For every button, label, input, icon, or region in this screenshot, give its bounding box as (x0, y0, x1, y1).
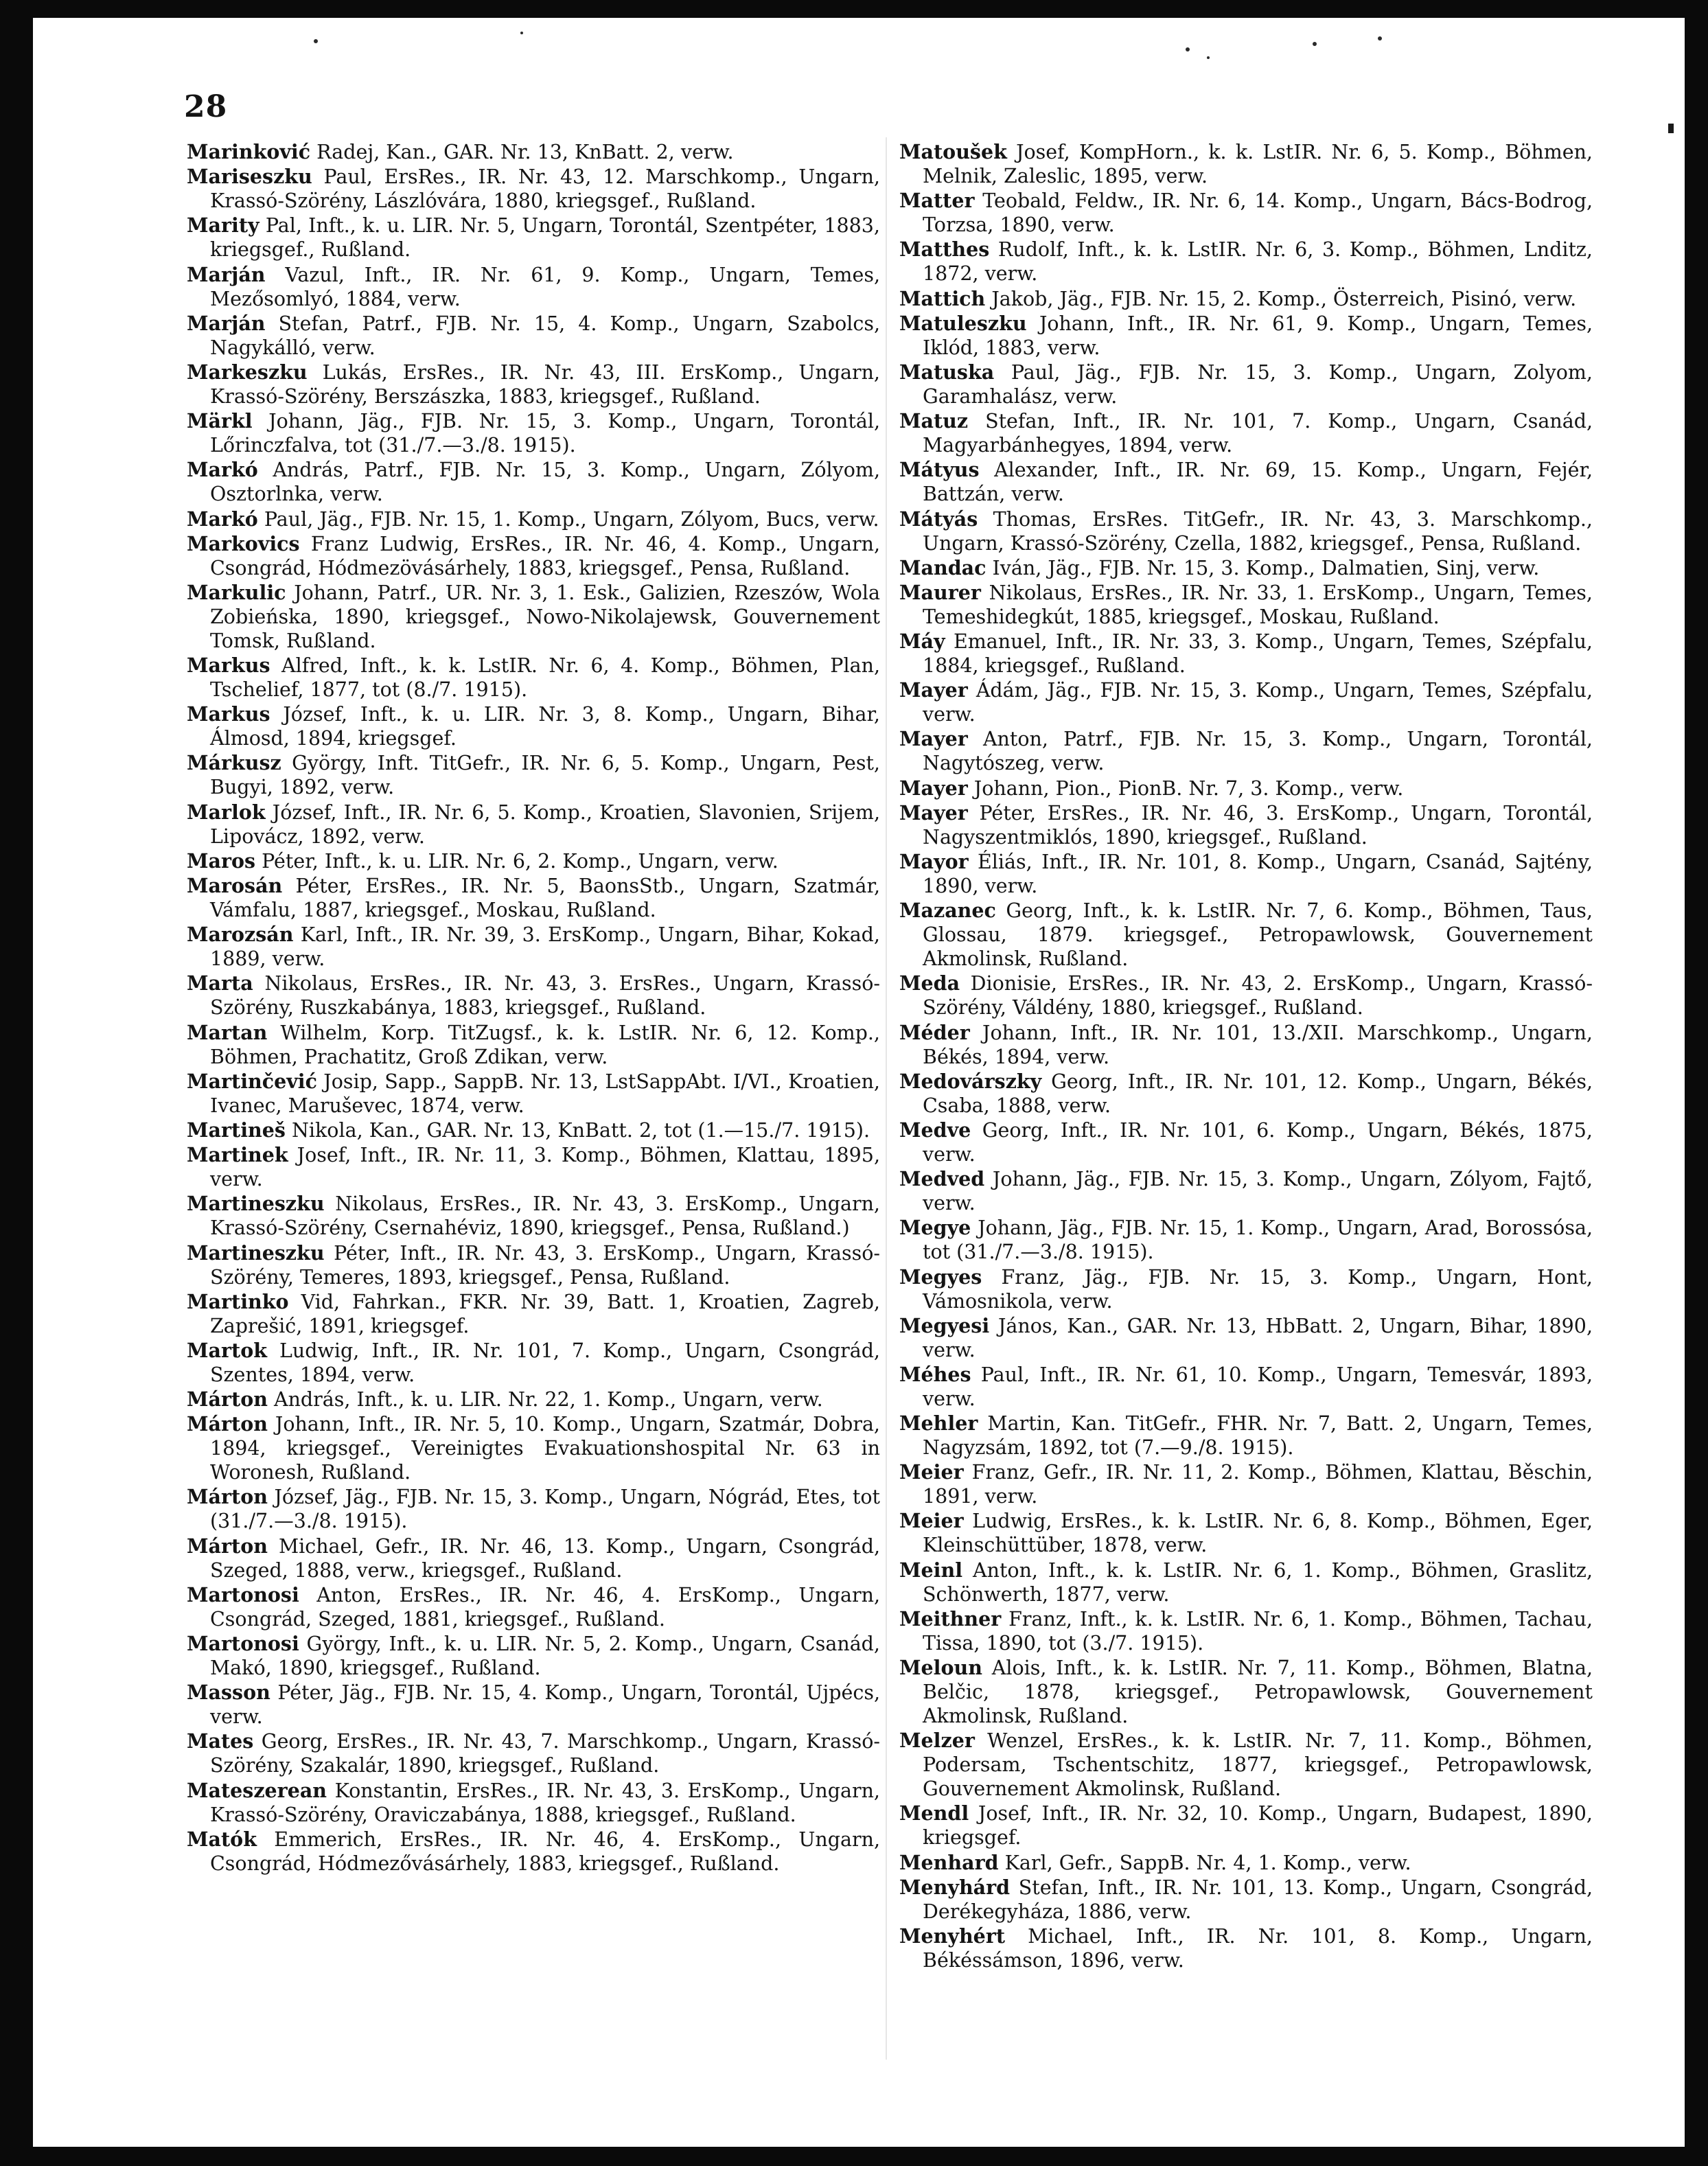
list-entry (187, 1387, 880, 1412)
entry-surname: Menhard (899, 1850, 999, 1874)
entry-details: Wilhelm, Korp. TitZugsf., k. k. LstIR. Nr. 6, 12. Komp., Böhmen, Prachatitz, Groß Zdikan, verw. (210, 1021, 880, 1068)
entry-details: Georg, ErsRes., IR. Nr. 43, 7. Marschkomp., Ungarn, Krassó-Szörény, Szakalár, 1890, kriegsgef., Rußland. (210, 1730, 881, 1777)
list-entry (899, 312, 1593, 360)
entry-surname: Mayer (899, 678, 968, 702)
list-entry (899, 678, 1593, 726)
entry-surname: Mariseszku (187, 165, 312, 189)
entry-surname: Mattich (899, 286, 986, 310)
entry-details: Nikolaus, ErsRes., IR. Nr. 43, 3. ErsKomp., Ungarn, Krassó-Szörény, Csernahéviz, 1890, kriegsgef., Pensa, Rußland.) (210, 1193, 880, 1240)
entry-details: Thomas, ErsRes. TitGefr., IR. Nr. 43, 3. Marschkomp., Ungarn, Krassó-Szörény, Czella, 1882, kriegsgef., Pensa, Rußland. (923, 507, 1593, 555)
list-entry (899, 1265, 1593, 1313)
list-entry (187, 140, 880, 164)
entry-surname: Mehler (899, 1412, 978, 1436)
list-entry (187, 654, 880, 702)
entry-surname: Mates (187, 1729, 254, 1753)
entry-surname: Mátyus (899, 458, 980, 482)
list-entry (187, 507, 880, 531)
entry-details: Johann, Jäg., FJB. Nr. 15, 1. Komp., Ungarn, Arad, Borossósa, tot (31./7.—3./8. 1915). (923, 1217, 1593, 1264)
entry-surname: Matoušek (899, 140, 1007, 163)
list-entry (187, 581, 880, 653)
entry-surname: Márton (187, 1412, 268, 1436)
entry-surname: Martineš (187, 1118, 286, 1142)
entry-details: Franz, Jäg., FJB. Nr. 15, 3. Komp., Ungarn, Hont, Vámosnikola, verw. (923, 1265, 1593, 1313)
list-entry (187, 409, 880, 457)
list-entry (187, 1485, 880, 1533)
list-entry (899, 287, 1593, 311)
entry-surname: Megyes (899, 1265, 982, 1289)
entry-surname: Mendl (899, 1801, 969, 1825)
entry-details: Nikolaus, ErsRes., IR. Nr. 33, 1. ErsKomp., Ungarn, Temes, Temeshidegkút, 1885, kriegsgef., Moskau, Rußland. (923, 581, 1593, 628)
list-entry (187, 214, 880, 262)
entry-surname: Matuska (899, 360, 995, 384)
entry-surname: Mátyás (899, 507, 978, 531)
entry-surname: Matthes (899, 238, 990, 262)
entry-surname: Márton (187, 1534, 268, 1558)
entry-surname: Menyhért (899, 1924, 1005, 1948)
entry-details: Dionisie, ErsRes., IR. Nr. 43, 2. ErsKomp., Ungarn, Krassó-Szörény, Váldény, 1880, kriegsgef., Rußland. (923, 972, 1593, 1019)
list-entry (187, 800, 880, 849)
entry-surname: Medovárszky (899, 1069, 1042, 1093)
list-entry (899, 581, 1593, 629)
entry-surname: Martinek (187, 1143, 288, 1167)
entry-details: Georg, Inft., k. k. LstIR. Nr. 7, 6. Komp., Böhmen, Taus, Glossau, 1879. kriegsgef., Petropawlowsk, Gouvernement Akmolinsk, Rußland. (923, 899, 1593, 971)
entry-details: Johann, Jäg., FJB. Nr. 15, 3. Komp., Ungarn, Torontál, Lőrinczfalva, tot (31./7.—3./8. 1915). (210, 410, 881, 457)
entry-details: Martin, Kan. TitGefr., FHR. Nr. 7, Batt. 2, Ungarn, Temes, Nagyzsám, 1892, tot (7.—9./8. 1915). (923, 1412, 1593, 1460)
entry-details: Johann, Jäg., FJB. Nr. 15, 3. Komp., Ungarn, Zólyom, Fajtő, verw. (923, 1168, 1593, 1215)
list-entry (187, 971, 880, 1019)
entry-surname: Mayer (899, 776, 968, 800)
list-entry (899, 1167, 1593, 1215)
page-number: 28 (184, 89, 228, 124)
entry-surname: Meithner (899, 1606, 1002, 1631)
entry-details: Anton, Patrf., FJB. Nr. 15, 3. Komp., Ungarn, Torontál, Nagytószeg, verw. (923, 728, 1593, 775)
list-entry (187, 1241, 880, 1289)
list-entry (899, 1801, 1593, 1850)
list-entry (187, 1583, 880, 1631)
entry-surname: Márton (187, 1387, 268, 1412)
list-entry (187, 1192, 880, 1240)
entry-surname: Medve (899, 1118, 971, 1142)
entry-surname: Martinčević (187, 1069, 317, 1093)
entry-details: Lukás, ErsRes., IR. Nr. 43, III. ErsKomp., Ungarn, Krassó-Szörény, Berszászka, 1883, kriegsgef., Rußland. (210, 360, 880, 408)
entry-surname: Márton (187, 1485, 268, 1509)
entry-details: Michael, Gefr., IR. Nr. 46, 13. Komp., Ungarn, Csongrád, Szeged, 1888, verw., kriegsgef., Rußland. (210, 1534, 881, 1582)
entry-surname: Martinko (187, 1289, 289, 1313)
entry-details: József, Inft., k. u. LIR. Nr. 3, 8. Komp., Ungarn, Bihar, Álmosd, 1894, kriegsgef. (210, 703, 880, 750)
entry-details: Emanuel, Inft., IR. Nr. 33, 3. Komp., Ungarn, Temes, Szépfalu, 1884, kriegsgef., Rußland. (923, 630, 1593, 678)
list-entry (899, 850, 1593, 898)
entry-surname: Medved (899, 1167, 985, 1191)
entry-surname: Markó (187, 458, 258, 482)
entry-details: Paul, Inft., IR. Nr. 61, 10. Komp., Ungarn, Temesvár, 1893, verw. (923, 1363, 1593, 1410)
entry-surname: Meinl (899, 1558, 963, 1582)
entry-details: Péter, Inft., k. u. LIR. Nr. 6, 2. Komp., Ungarn, verw. (262, 849, 778, 873)
entry-details: Michael, Inft., IR. Nr. 101, 8. Komp., Ungarn, Békéssámson, 1896, verw. (923, 1924, 1593, 1972)
list-entry (899, 1876, 1593, 1924)
list-entry (899, 507, 1593, 555)
entry-surname: Marosán (187, 874, 283, 897)
column-gutter (886, 137, 887, 2060)
list-entry (899, 1363, 1593, 1411)
entry-details: András, Inft., k. u. LIR. Nr. 22, 1. Komp., Ungarn, verw. (274, 1388, 823, 1412)
list-entry (187, 312, 880, 360)
list-entry (899, 1314, 1593, 1362)
list-entry (899, 1509, 1593, 1557)
entry-details: Pal, Inft., k. u. LIR. Nr. 5, Ungarn, Torontál, Szentpéter, 1883, kriegsgef., Rußland. (210, 214, 880, 262)
entry-details: Anton, ErsRes., IR. Nr. 46, 4. ErsKomp., Ungarn, Csongrád, Szeged, 1881, kriegsgef., Rußland. (210, 1583, 881, 1631)
list-entry (899, 1412, 1593, 1460)
list-entry (899, 1851, 1593, 1875)
entry-surname: Martok (187, 1338, 267, 1362)
list-entry (187, 1412, 880, 1484)
list-entry (899, 1216, 1593, 1264)
entry-details: András, Patrf., FJB. Nr. 15, 3. Komp., Ungarn, Zólyom, Osztorlnka, verw. (210, 459, 880, 506)
entry-details: Péter, Jäg., FJB. Nr. 15, 4. Komp., Ungarn, Torontál, Ujpécs, verw. (210, 1681, 881, 1729)
entry-details: Stefan, Patrf., FJB. Nr. 15, 4. Komp., Ungarn, Szabolcs, Nagykálló, verw. (210, 312, 881, 359)
list-entry (187, 1290, 880, 1338)
entry-details: Paul, Jäg., FJB. Nr. 15, 1. Komp., Ungarn, Zólyom, Bucs, verw. (264, 507, 879, 531)
list-entry (899, 727, 1593, 775)
entry-surname: Mateszerean (187, 1778, 327, 1802)
entry-surname: Maros (187, 849, 256, 873)
list-entry (899, 776, 1593, 800)
entry-details: Paul, Jäg., FJB. Nr. 15, 3. Komp., Ungarn, Zolyom, Garamhalász, verw. (923, 360, 1593, 408)
entry-surname: Mayor (899, 850, 969, 873)
entry-surname: Matter (899, 189, 975, 213)
list-entry (899, 1558, 1593, 1606)
entry-details: Radej, Kan., GAR. Nr. 13, KnBatt. 2, verw. (316, 141, 734, 163)
entry-details: Paul, ErsRes., IR. Nr. 43, 12. Marschkomp., Ungarn, Krassó-Szörény, Lászlóvára, 1880, kriegsgef., Rußland. (210, 165, 880, 213)
entry-details: Rudolf, Inft., k. k. LstIR. Nr. 6, 3. Komp., Böhmen, Lnditz, 1872, verw. (923, 238, 1593, 286)
entry-details: Emmerich, ErsRes., IR. Nr. 46, 4. ErsKomp., Ungarn, Csongrád, Hódmezővásárhely, 1883, kriegsgef., Rußland. (210, 1828, 880, 1875)
list-entry (899, 140, 1593, 188)
entry-details: Stefan, Inft., IR. Nr. 101, 7. Komp., Ungarn, Csanád, Magyarbánhegyes, 1894, verw. (923, 410, 1593, 457)
entry-surname: Meier (899, 1460, 964, 1484)
right-column (899, 140, 1593, 1973)
entry-surname: Masson (187, 1681, 270, 1705)
entry-details: Franz, Gefr., IR. Nr. 11, 2. Komp., Böhmen, Klattau, Běschin, 1891, verw. (923, 1461, 1593, 1508)
entry-details: Iván, Jäg., FJB. Nr. 15, 3. Komp., Dalmatien, Sinj, verw. (992, 556, 1540, 579)
entry-surname: Martineszku (187, 1192, 325, 1216)
list-entry (899, 1021, 1593, 1069)
list-entry (187, 923, 880, 971)
entry-surname: Matók (187, 1827, 257, 1851)
list-entry (187, 360, 880, 408)
entry-surname: Markulic (187, 580, 286, 604)
entry-surname: Meier (899, 1509, 964, 1533)
entry-surname: Marlok (187, 800, 266, 824)
entry-details: Ludwig, ErsRes., k. k. LstIR. Nr. 6, 8. Komp., Böhmen, Eger, Kleinschüttüber, 1878, verw. (923, 1510, 1593, 1557)
entry-surname: Marozsán (187, 923, 294, 947)
list-entry (899, 630, 1593, 678)
list-entry (187, 1143, 880, 1191)
entry-surname: Meda (899, 971, 960, 995)
list-entry (899, 1460, 1593, 1508)
entry-details: Éliás, Inft., IR. Nr. 101, 8. Komp., Ungarn, Csanád, Sajtény, 1890, verw. (923, 851, 1593, 897)
list-entry (187, 874, 880, 922)
entry-surname: Melzer (899, 1729, 975, 1753)
list-entry (899, 360, 1593, 408)
entry-surname: Martan (187, 1020, 268, 1044)
entry-details: György, Inft., k. u. LIR. Nr. 5, 2. Komp., Ungarn, Csanád, Makó, 1890, kriegsgef., Rußland. (210, 1633, 880, 1679)
list-entry (187, 1021, 880, 1069)
list-entry (899, 1924, 1593, 1972)
list-entry (899, 899, 1593, 971)
entry-surname: Markó (187, 507, 258, 531)
entry-surname: Megye (899, 1216, 971, 1240)
entry-surname: Marinković (187, 140, 311, 163)
left-column (187, 140, 880, 1876)
entry-details: Anton, Inft., k. k. LstIR. Nr. 6, 1. Komp., Böhmen, Graslitz, Schönwerth, 1877, verw. (923, 1558, 1593, 1606)
entry-details: Jakob, Jäg., FJB. Nr. 15, 2. Komp., Österreich, Pisinó, verw. (991, 287, 1577, 310)
entry-details: József, Jäg., FJB. Nr. 15, 3. Komp., Ungarn, Nógrád, Etes, tot (31./7.—3./8. 1915). (210, 1486, 880, 1533)
list-entry (187, 1070, 880, 1118)
list-entry (187, 1339, 880, 1387)
list-entry (187, 1779, 880, 1827)
entry-details: Nikola, Kan., GAR. Nr. 13, KnBatt. 2, tot (1.—15./7. 1915). (291, 1118, 870, 1142)
entry-details: Georg, Inft., IR. Nr. 101, 12. Komp., Ungarn, Békés, Csaba, 1888, verw. (923, 1070, 1593, 1117)
entry-details: Johann, Patrf., UR. Nr. 3, 1. Esk., Galizien, Rzeszów, Wola Zobieńska, 1890, kriegsgef., Nowo-Nikolajewsk, Gouvernement Tomsk, Rußland. (210, 581, 880, 652)
list-entry (187, 702, 880, 750)
list-entry (187, 751, 880, 799)
entry-details: Karl, Inft., IR. Nr. 39, 3. ErsKomp., Ungarn, Bihar, Kokad, 1889, verw. (210, 923, 880, 971)
list-entry (187, 1729, 880, 1777)
entry-details: Konstantin, ErsRes., IR. Nr. 43, 3. ErsKomp., Ungarn, Krassó-Szörény, Oraviczabánya, 1888, kriegsgef., Rußland. (210, 1779, 880, 1826)
entry-details: Alois, Inft., k. k. LstIR. Nr. 7, 11. Komp., Böhmen, Blatna, Belčic, 1878, kriegsgef., Petropawlowsk, Gouvernement Akmolinsk, Rußland. (923, 1657, 1593, 1727)
list-entry (899, 238, 1593, 286)
list-entry (899, 1729, 1593, 1801)
list-entry (899, 801, 1593, 849)
entry-surname: Mayer (899, 800, 968, 825)
list-entry (187, 1681, 880, 1729)
entry-surname: Márkusz (187, 751, 281, 775)
entry-details: Stefan, Inft., IR. Nr. 101, 13. Komp., Ungarn, Csongrád, Derékegyháza, 1886, verw. (923, 1876, 1593, 1923)
entry-surname: Märkl (187, 409, 253, 433)
entry-details: Josip, Sapp., SappB. Nr. 13, LstSappAbt. I/VI., Kroatien, Ivanec, Maruševec, 1874, verw. (210, 1070, 880, 1117)
entry-details: Josef, KompHorn., k. k. LstIR. Nr. 6, 5. Komp., Böhmen, Melnik, Zaleslic, 1895, verw. (923, 141, 1593, 187)
entry-surname: Martonosi (187, 1582, 299, 1606)
entry-details: Georg, Inft., IR. Nr. 101, 6. Komp., Ungarn, Békés, 1875, verw. (923, 1118, 1593, 1166)
entry-details: Franz, Inft., k. k. LstIR. Nr. 6, 1. Komp., Böhmen, Tachau, Tissa, 1890, tot (3./7. 1915). (923, 1607, 1593, 1655)
entry-surname: Menyhárd (899, 1875, 1011, 1899)
entry-surname: Markovics (187, 531, 300, 555)
entry-details: József, Inft., IR. Nr. 6, 5. Komp., Kroatien, Slavonien, Srijem, Lipovácz, 1892, verw. (210, 800, 881, 848)
entry-details: Johann, Inft., IR. Nr. 61, 9. Komp., Ungarn, Temes, Iklód, 1883, verw. (923, 312, 1593, 359)
list-entry (187, 1632, 880, 1680)
list-entry (187, 1828, 880, 1876)
entry-details: Péter, ErsRes., IR. Nr. 5, BaonsStb., Ungarn, Szatmár, Vámfalu, 1887, kriegsgef., Moskau, Rußland. (210, 875, 881, 921)
list-entry (899, 1607, 1593, 1655)
entry-surname: Maurer (899, 580, 981, 604)
entry-details: Alfred, Inft., k. k. LstIR. Nr. 6, 4. Komp., Böhmen, Plan, Tschelief, 1877, tot (8./7. 1915). (210, 654, 881, 702)
list-entry (899, 971, 1593, 1019)
list-entry (187, 1534, 880, 1582)
entry-details: Péter, ErsRes., IR. Nr. 46, 3. ErsKomp., Ungarn, Torontál, Nagyszentmiklós, 1890, kriegsgef., Rußland. (923, 801, 1593, 849)
entry-details: János, Kan., GAR. Nr. 13, HbBatt. 2, Ungarn, Bihar, 1890, verw. (923, 1314, 1593, 1361)
entry-details: Josef, Inft., IR. Nr. 32, 10. Komp., Ungarn, Budapest, 1890, kriegsgef. (923, 1802, 1593, 1850)
entry-details: Vid, Fahrkan., FKR. Nr. 39, Batt. 1, Kroatien, Zagreb, Zaprešić, 1891, kriegsgef. (210, 1290, 880, 1337)
list-entry (899, 1656, 1593, 1728)
entry-details: Josef, Inft., IR. Nr. 11, 3. Komp., Böhmen, Klattau, 1895, verw. (210, 1144, 880, 1191)
entry-details: Péter, Inft., IR. Nr. 43, 3. ErsKomp., Ungarn, Krassó-Szörény, Temeres, 1893, kriegsgef., Pensa, Rußland. (210, 1241, 881, 1289)
entry-surname: Martonosi (187, 1632, 299, 1655)
entry-details: Johann, Inft., IR. Nr. 101, 13./XII. Marschkomp., Ungarn, Békés, 1894, verw. (923, 1021, 1593, 1068)
entry-details: Wenzel, ErsRes., k. k. LstIR. Nr. 7, 11. Komp., Böhmen, Podersam, Tschentschitz, 1877, kriegsgef., Petropawlowsk, Gouvernement Akmolinsk, Rußland. (923, 1729, 1593, 1801)
entry-surname: Markeszku (187, 360, 308, 384)
entry-details: Vazul, Inft., IR. Nr. 61, 9. Komp., Ungarn, Temes, Mezősomlyó, 1884, verw. (210, 263, 881, 310)
entry-details: Karl, Gefr., SappB. Nr. 4, 1. Komp., verw. (1004, 1851, 1411, 1874)
entry-details: Alexander, Inft., IR. Nr. 69, 15. Komp., Ungarn, Fejér, Battzán, verw. (923, 459, 1593, 506)
list-entry (899, 1070, 1593, 1118)
entry-details: György, Inft. TitGefr., IR. Nr. 6, 5. Komp., Ungarn, Pest, Bugyi, 1892, verw. (210, 752, 880, 799)
entry-details: Johann, Pion., PionB. Nr. 7, 3. Komp., verw. (973, 776, 1404, 800)
list-entry (899, 556, 1593, 580)
list-entry (899, 409, 1593, 457)
list-entry (899, 458, 1593, 506)
entry-details: Johann, Inft., IR. Nr. 5, 10. Komp., Ungarn, Szatmár, Dobra, 1894, kriegsgef., Vereinigtes Evakuationshospital Nr. 63 in Woronesh, Rußland. (210, 1413, 880, 1484)
entry-details: Nikolaus, ErsRes., IR. Nr. 43, 3. ErsRes., Ungarn, Krassó-Szörény, Ruszkabánya, 1883, kriegsgef., Rußland. (210, 972, 880, 1019)
entry-details: Ádám, Jäg., FJB. Nr. 15, 3. Komp., Ungarn, Temes, Szépfalu, verw. (923, 679, 1593, 726)
entry-surname: Mayer (899, 727, 968, 751)
entry-surname: Meloun (899, 1656, 982, 1679)
entry-surname: Marján (187, 262, 266, 286)
entry-details: Franz Ludwig, ErsRes., IR. Nr. 46, 4. Komp., Ungarn, Csongrád, Hódmezövásárhely, 1883, kriegsgef., Pensa, Rußland. (210, 532, 881, 579)
entry-surname: Méder (899, 1020, 970, 1044)
list-entry (187, 532, 880, 580)
list-entry (187, 458, 880, 506)
list-entry (899, 1118, 1593, 1166)
entry-surname: Markus (187, 702, 270, 726)
entry-surname: Marity (187, 214, 259, 238)
list-entry (187, 849, 880, 873)
entry-surname: Matuz (899, 409, 969, 433)
list-entry (187, 165, 880, 213)
entry-surname: Méhes (899, 1362, 971, 1386)
list-entry (899, 189, 1593, 237)
entry-surname: Máy (899, 630, 945, 654)
entry-surname: Megyesi (899, 1313, 990, 1337)
entry-details: Teobald, Feldw., IR. Nr. 6, 14. Komp., Ungarn, Bács-Bodrog, Torzsa, 1890, verw. (923, 189, 1593, 237)
entry-surname: Markus (187, 654, 270, 678)
list-entry (187, 1118, 880, 1142)
entry-details: Ludwig, Inft., IR. Nr. 101, 7. Komp., Ungarn, Csongrád, Szentes, 1894, verw. (210, 1339, 880, 1386)
list-entry (187, 263, 880, 311)
entry-surname: Marján (187, 311, 266, 335)
entry-surname: Matuleszku (899, 311, 1027, 335)
entry-surname: Martineszku (187, 1241, 325, 1265)
entry-surname: Mandac (899, 555, 986, 579)
entry-surname: Mazanec (899, 899, 996, 923)
entry-surname: Marta (187, 971, 253, 995)
